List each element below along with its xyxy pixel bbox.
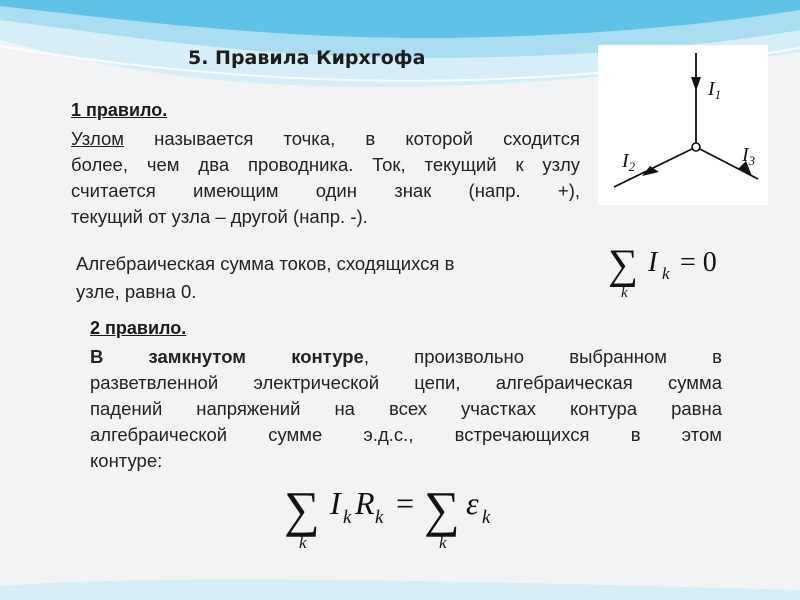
equals-sign: =: [396, 485, 415, 521]
arrow-top: [691, 77, 701, 91]
diagram-panel: [598, 45, 768, 205]
rule1-definition: [71, 126, 580, 230]
rule1-line-4: текущий от узла – другой (напр. -).: [71, 206, 368, 227]
rule2-line-4: алгебраической сумме э.д.с., встречающихся в этом: [90, 424, 722, 445]
rule2-line-2: разветвленной электрической цепи, алгебраическая сумма: [90, 372, 722, 393]
var-I: I: [330, 485, 341, 521]
rule1-line-1: Узлом называется точка, в которой сходится: [71, 128, 580, 149]
var-epsilon: ε: [466, 485, 479, 521]
sigma-symbol: ∑: [608, 242, 638, 288]
node-dot: [692, 143, 700, 151]
rule2-line-1: В замкнутом контуре, произвольно выбранном в: [90, 346, 723, 367]
current-label-right: $I_3$: [742, 144, 756, 168]
rule2-line-3: падений напряжений на всех участках контура равна: [90, 398, 722, 419]
current-sub: k: [662, 264, 670, 283]
term-node: Узлом: [71, 128, 124, 149]
sigma-left: ∑: [284, 481, 320, 537]
sigma-left-index: k: [299, 533, 307, 552]
arrow-left: [642, 166, 659, 176]
rule2-line-5: контуре:: [90, 450, 163, 471]
rule1-line-3: считается имеющим один знак (напр. +),: [71, 180, 580, 201]
term-closed-loop: В замкнутом контуре: [90, 346, 364, 367]
sub-R: k: [375, 507, 384, 528]
var-R: R: [355, 485, 375, 521]
sum-text-line-1: Алгебраическая сумма токов, сходящихся в: [76, 253, 455, 274]
current-label-top: $I_1$: [708, 78, 722, 102]
sigma-right-index: k: [439, 533, 447, 552]
rule2-definition: [90, 344, 722, 474]
rule2-heading: 2 правило.: [90, 318, 187, 338]
current-label-left: $I_2$: [622, 150, 636, 174]
rule1-line-2: более, чем два проводника. Ток, текущий к узлу: [71, 154, 580, 175]
current-var: I: [648, 247, 658, 278]
sum-text-line-2: узле, равна 0.: [76, 281, 197, 302]
bottom-wave: [0, 579, 800, 600]
sigma-right: ∑: [424, 481, 460, 537]
sigma-index: k: [621, 285, 628, 301]
equals-zero: = 0: [680, 247, 717, 278]
rule1-heading: 1 правило.: [71, 100, 168, 120]
node-diagram: [598, 45, 768, 205]
rule1-sum-text: [76, 250, 546, 306]
slide-title: 5. Правила Кирхгофа: [188, 47, 426, 69]
sub-I: k: [343, 507, 352, 528]
sub-epsilon: k: [482, 507, 491, 528]
